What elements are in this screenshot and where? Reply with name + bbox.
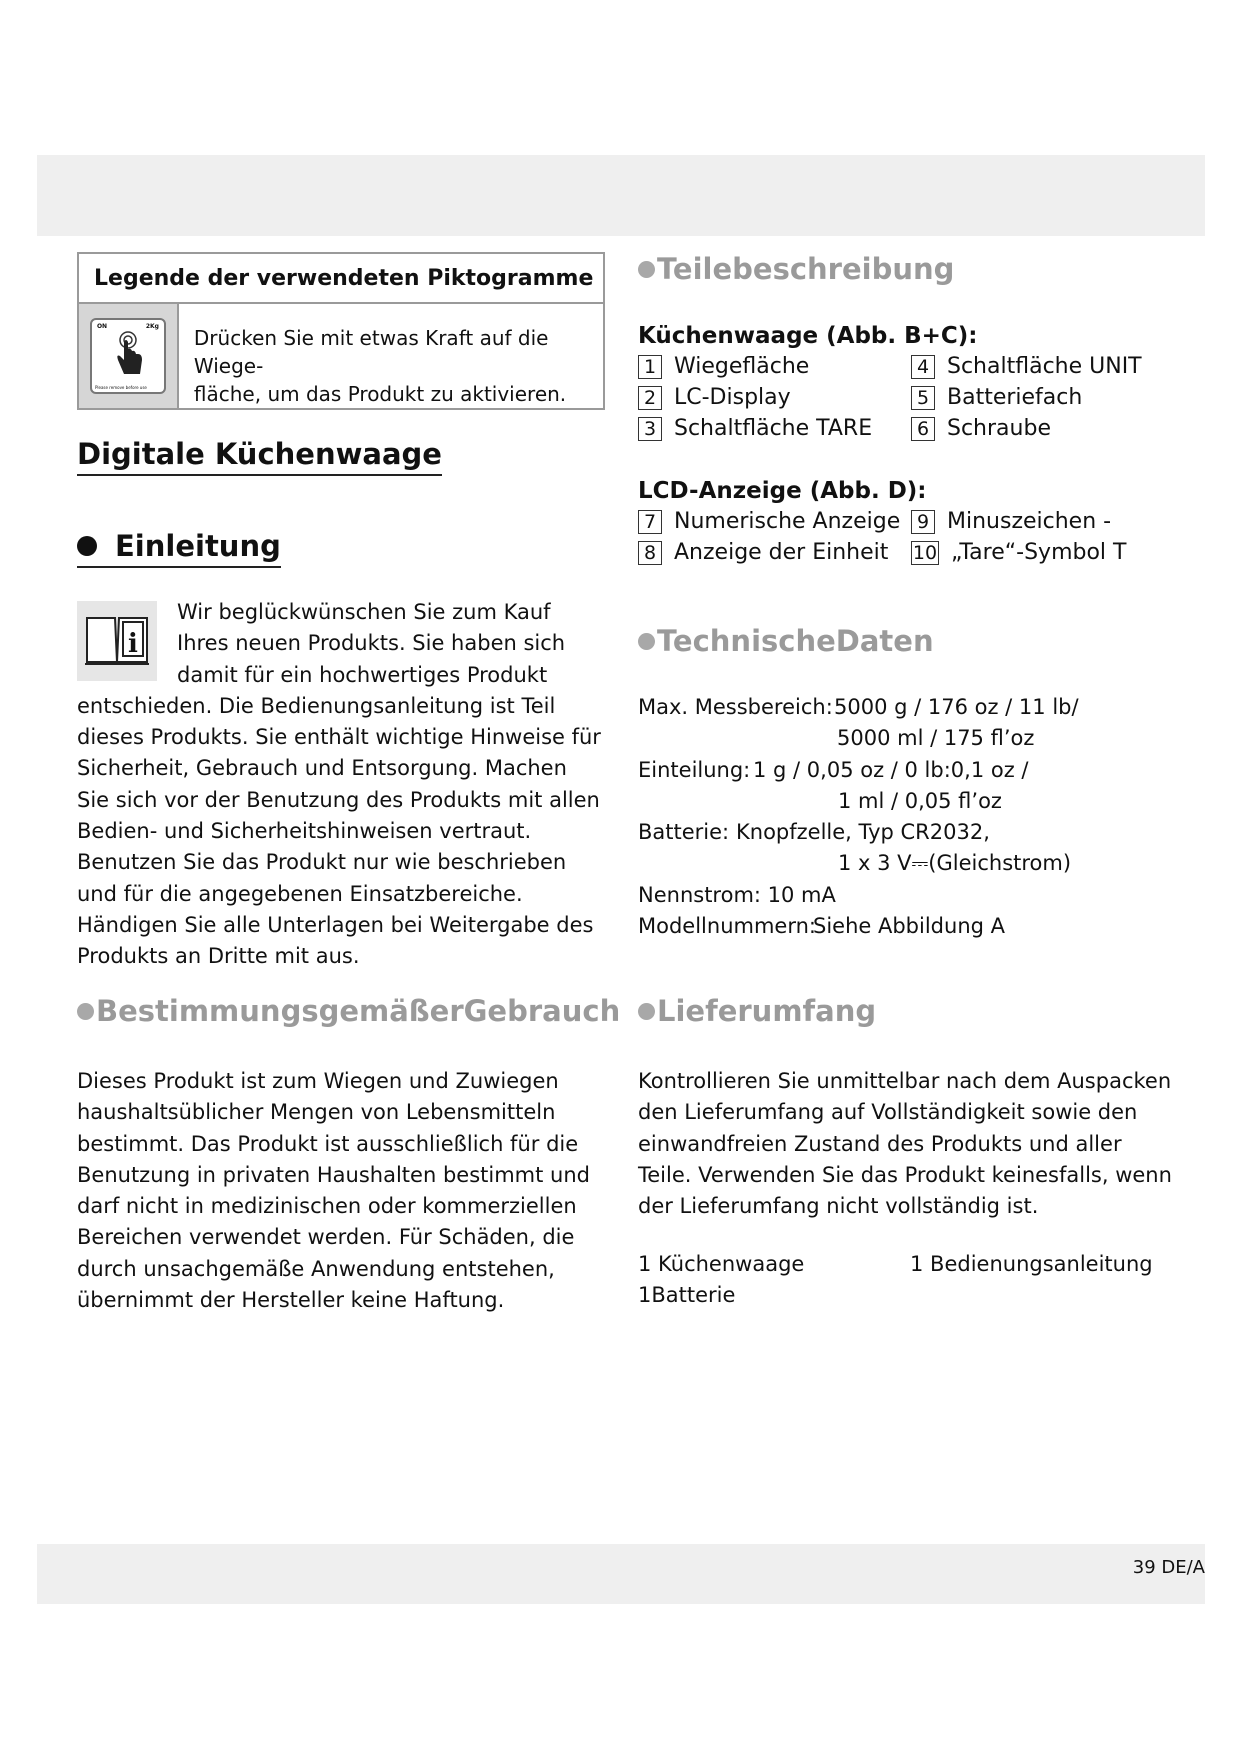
part-number: 2 [638, 386, 662, 410]
usage-paragraph: Dieses Produkt ist zum Wiegen und Zuwiegen haushaltsüblicher Mengen von Lebensmitteln bestimmt. Das Produkt ist ausschließlich für die Benutzung in privaten Haushalten bestimmt und darf nicht in medizinischen oder kommerziellen Bereichen verwendet werden. Für Schäden, die durch unsachgemäße Anwendung entstehen, übernimmt der Hersteller keine Haftung. [77, 1069, 590, 1313]
pictogram-legend [77, 252, 605, 410]
legend-line-1: Drücken Sie mit etwas Kraft auf die Wiege- [193, 326, 549, 378]
part-number: 1 [638, 355, 662, 379]
part-label: Batteriefach [947, 385, 1083, 410]
intro-heading [77, 529, 281, 568]
supply-heading [638, 994, 876, 1028]
footer-band [37, 1544, 1205, 1604]
tech-label: Max. Messbereich: [638, 695, 833, 719]
icon-weight-label: 2Kg [145, 323, 159, 330]
supply-item: 1Batterie [638, 1283, 736, 1307]
bullet-icon [638, 261, 655, 278]
part-label: Schaltfläche TARE [674, 416, 873, 441]
parts-heading [638, 252, 954, 286]
supply-item: 1 Küchenwaage [638, 1252, 805, 1276]
part-item [638, 540, 888, 565]
tech-heading-text: TechnischeDaten [657, 624, 934, 658]
part-number: 7 [638, 510, 662, 534]
part-item [911, 540, 1126, 565]
bullet-icon [77, 1003, 94, 1020]
tech-value: 1 x 3 V⎓(Gleichstrom) [838, 851, 1072, 876]
part-item [911, 509, 1111, 534]
bullet-icon [638, 1003, 655, 1020]
svg-text:i: i [128, 629, 138, 659]
part-item [638, 416, 872, 441]
part-number: 3 [638, 417, 662, 441]
supply-heading-text: Lieferumfang [657, 994, 877, 1028]
part-label: Schraube [947, 416, 1051, 441]
legend-title: Legende der verwendeten Piktogramme [79, 254, 603, 304]
intro-heading-text: Einleitung [115, 529, 281, 563]
usage-heading [77, 994, 620, 1028]
part-item [911, 354, 1142, 379]
part-number: 4 [911, 355, 935, 379]
bullet-icon [77, 536, 97, 556]
part-label: „Tare“-Symbol T [951, 540, 1127, 565]
tech-row [638, 723, 1178, 754]
icon-remove-label: Please remove before use [94, 385, 147, 390]
left-column [77, 252, 621, 1313]
tech-data [638, 692, 1178, 942]
info-book-icon [77, 601, 157, 681]
legend-icon-cell [79, 304, 179, 408]
usage-heading-text: BestimmungsgemäßerGebrauch [96, 994, 621, 1028]
supply-paragraph: Kontrollieren Sie unmittelbar nach dem Auspacken den Lieferumfang auf Vollständigkeit sowie den einwandfreien Zustand des Produkts und aller Teile. Verwenden Sie das Produkt keinesfalls, wenn der Lieferumfang nicht vollständig ist. [638, 1069, 1172, 1219]
part-item [638, 385, 791, 410]
scale-parts-heading: Küchenwaage (Abb. B+C): [638, 323, 978, 349]
part-item [638, 354, 809, 379]
tech-value: Knopfzelle, Typ CR2032, [736, 820, 990, 845]
part-number: 5 [911, 386, 935, 410]
bullet-icon [638, 633, 655, 650]
tech-row [638, 692, 1178, 723]
header-band [37, 155, 1205, 236]
press-to-activate-icon [90, 318, 166, 394]
part-number: 6 [911, 417, 935, 441]
tech-value: 1 ml / 0,05 fl’oz [838, 788, 1002, 813]
tech-heading [638, 624, 934, 658]
legend-description [179, 304, 603, 408]
part-number: 8 [638, 541, 662, 565]
legend-line-2: fläche, um das Produkt zu aktivieren. [193, 382, 567, 406]
intro-section [77, 597, 605, 973]
tech-value: 5000 ml / 175 fl’oz [837, 726, 1035, 751]
tech-value: 5000 g / 176 oz / 11 lb/ [834, 695, 1079, 719]
tech-label: Nennstrom: 10 mA [638, 882, 836, 907]
tech-label: Modellnummern: [638, 914, 816, 939]
part-label: LC-Display [674, 385, 791, 410]
intro-paragraph: Wir beglückwünschen Sie zum Kauf Ihres neuen Produkts. Sie haben sich damit für ein hochwertiges Produkt entschieden. Die Bedienungsanleitung ist Teil dieses Produkts. Sie enthält wichtige Hinweise für Sicherheit, Gebrauch und Entsorgung. Machen Sie sich vor der Benutzung des Produkts mit allen Bedien- und Sicherheitshinweisen vertraut. Benutzen Sie das Produkt nur wie beschrieben und für die angegebenen Einsatzbereiche. Händigen Sie alle Unterlagen bei Weitergabe des Produkts an Dritte mit aus. [77, 600, 601, 969]
part-label: Schaltfläche UNIT [947, 354, 1142, 379]
part-item [911, 385, 1082, 410]
tech-value: 1 g / 0,05 oz / 0 lb:0,1 oz / [753, 757, 1029, 782]
hand-icon [108, 330, 148, 382]
parts-heading-text: Teilebeschreibung [657, 252, 955, 286]
tech-label: Batterie: [638, 820, 730, 845]
part-label: Numerische Anzeige [674, 509, 901, 534]
part-label: Wiegefläche [674, 354, 810, 379]
tech-row [638, 848, 1178, 879]
part-label: Minuszeichen - [947, 509, 1112, 534]
part-number: 10 [912, 541, 938, 564]
part-label: Anzeige der Einheit [674, 540, 889, 565]
legend-row [79, 304, 603, 408]
part-item [911, 416, 1051, 441]
tech-row [638, 880, 1178, 911]
tech-label: Einteilung: [638, 757, 751, 782]
page-title: Digitale Küchenwaage [77, 437, 442, 476]
tech-row [638, 786, 1178, 817]
supply-item: 1 Bedienungsanleitung [910, 1252, 1153, 1276]
tech-row [638, 817, 1178, 848]
part-item [638, 509, 900, 534]
tech-row [638, 911, 1178, 942]
page-number: 39 DE/A [1132, 1557, 1205, 1578]
lcd-parts-heading: LCD-Anzeige (Abb. D): [638, 478, 927, 504]
part-number: 9 [911, 510, 935, 534]
tech-row [638, 755, 1178, 786]
tech-value: Siehe Abbildung A [813, 914, 1006, 939]
icon-on-label: ON [96, 323, 108, 330]
